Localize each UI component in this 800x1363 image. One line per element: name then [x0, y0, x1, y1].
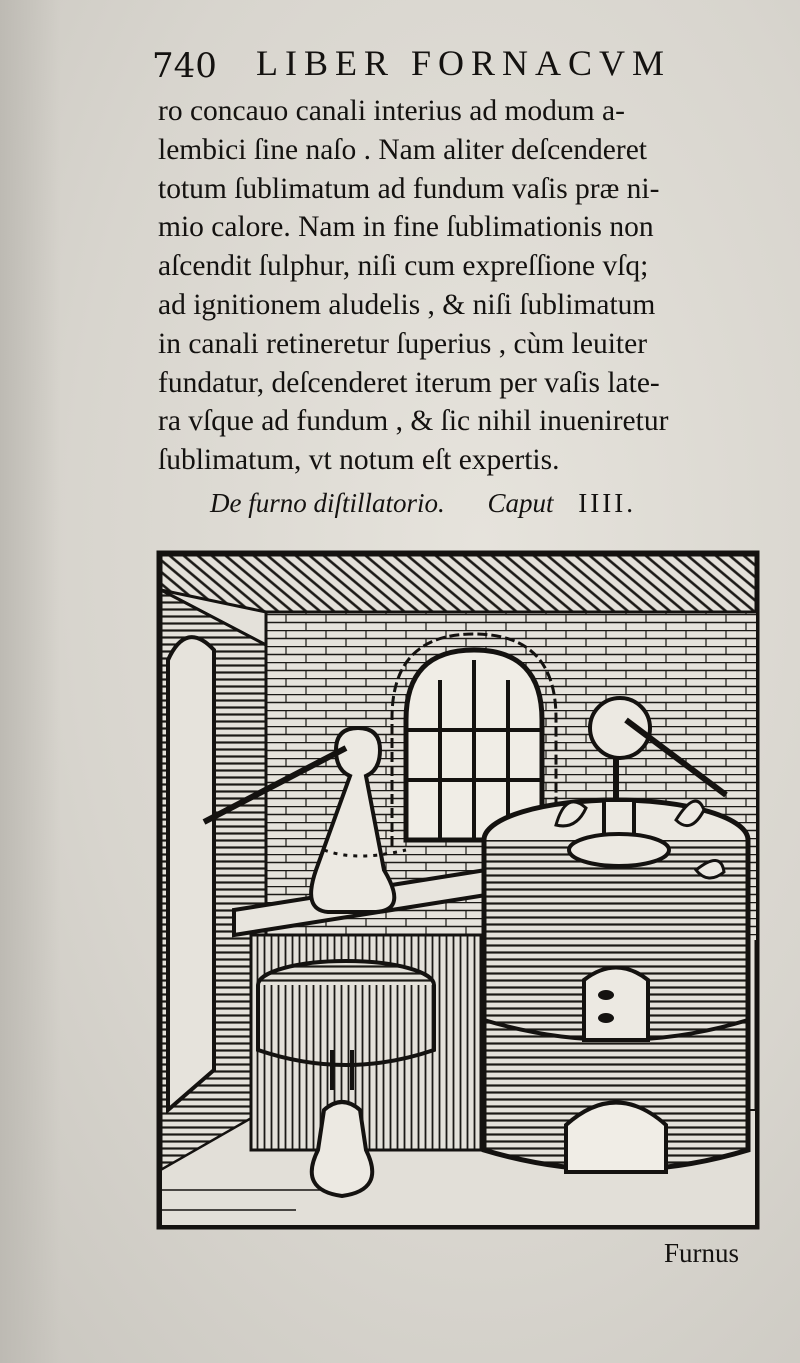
text-line: ra vſque ad fundum , & ſic nihil inueniretur [158, 405, 669, 438]
ceiling [161, 555, 756, 612]
text-line: in canali retineretur ſuperius , cùm leuiter [158, 327, 648, 360]
chapter-heading [210, 488, 750, 519]
text-line: lembici ſine naſo . Nam aliter deſcenderet [158, 133, 647, 166]
text-line: totum ſublimatum ad fundum vaſis præ ni- [158, 172, 660, 205]
text-line: ro concauo canali interius ad modum a- [158, 95, 625, 127]
catchword: Furnus [664, 1238, 740, 1268]
chapter-caput: Caput [487, 488, 554, 518]
text-line: fundatur, deſcenderet iterum per vaſis late- [158, 366, 660, 399]
text-line: ad ignitionem aludelis , & niſi ſublimatum [158, 288, 656, 321]
chapter-numeral: IIII. [578, 488, 636, 518]
furnace-door [584, 968, 648, 1041]
text-line: aſcendit ſulphur, niſi cum expreſſione vſq; [158, 250, 649, 283]
woodcut-illustration [156, 550, 760, 1230]
running-title: LIBER FORNACVM [256, 43, 672, 83]
chapter-title: De furno diſtillatorio. [210, 488, 445, 518]
text-line: ſublimatum, vt notum eſt expertis. [158, 444, 560, 477]
body-paragraph [158, 92, 760, 480]
page-gutter-shadow [0, 0, 60, 1363]
firebox-opening [566, 1103, 666, 1173]
page-number: 740 [152, 46, 217, 86]
doorway [168, 637, 214, 1110]
page-header [152, 42, 752, 88]
text-line: mio calore. Nam in fine ſublimationis non [158, 211, 654, 244]
